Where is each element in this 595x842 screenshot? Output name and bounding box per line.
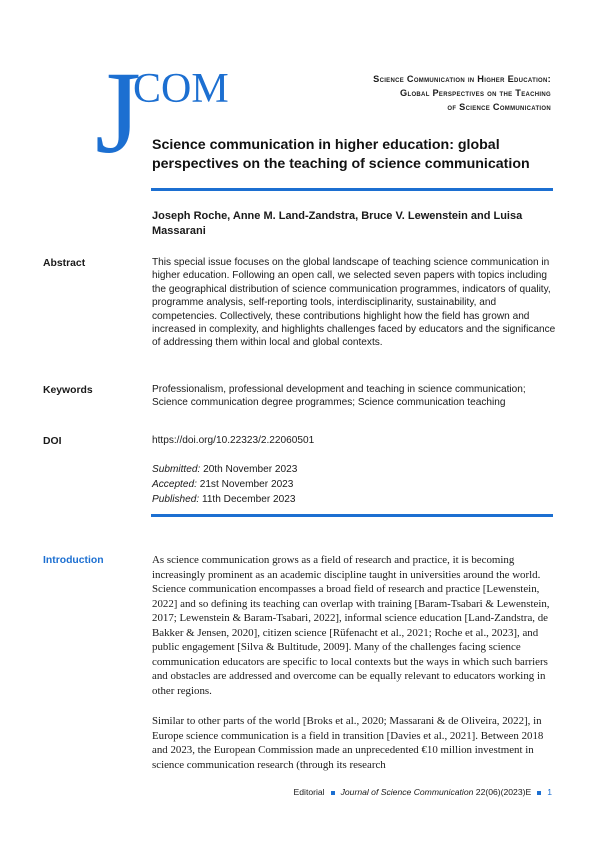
introduction-heading: Introduction bbox=[43, 555, 104, 566]
footer-section: Editorial bbox=[293, 787, 325, 797]
logo-letters-com: COM bbox=[133, 66, 229, 112]
page-number: 1 bbox=[547, 787, 552, 797]
published-date: Published: 11th December 2023 bbox=[152, 494, 296, 505]
introduction-paragraph-1: As science communication grows as a field of research and practice, it is becoming increasingly prominent as an academic discipline taught in universities around the world. Science communication encompasses a broad field of research and practice [Lewenstein, 2022] and so defining its teaching can overlap with training [Baram-Tsabari & Lewenstein, 2017; Lewenstein & Baram-Tsabari, 2022], informal science education [Land-Zandstra, de Bakker & Jensen, 2020], citizen science [Rüfenacht et al., 2021; Roche et al., 2023], and public engagement [Silva & Bultitude, 2009]. Many of the challenges facing science communication educators are specific to local contexts but the ways in which such barriers and obstacles are addressed and overcome can be equally relevant to educators working in other regions. bbox=[152, 554, 550, 697]
doi-label: DOI bbox=[43, 436, 62, 447]
footer-separator-icon bbox=[331, 791, 335, 795]
footer-citation: 22(06)(2023)E bbox=[475, 787, 532, 797]
submitted-date: Submitted: 20th November 2023 bbox=[152, 464, 298, 475]
introduction-paragraph-2: Similar to other parts of the world [Broks et al., 2020; Massarani & de Oliveira, 2022], in Europe science communication is a field in transition [Davies et al., 2021]. Between 2018 and 2023, the European Commission made an unprecedented €10 million investment in science communication research (through its research bbox=[152, 715, 544, 771]
page-footer bbox=[294, 787, 552, 797]
publication-dates bbox=[152, 462, 297, 507]
special-issue-series-title bbox=[261, 72, 551, 114]
footer-journal: Journal of Science Communication bbox=[340, 787, 474, 797]
accepted-date: Accepted: 21st November 2023 bbox=[152, 479, 294, 490]
abstract-text: This special issue focuses on the global landscape of teaching science communication in higher education. Following an open call, we selected seven papers with topics including the geographical distribution of science communication programmes, indicators of quality, programme analysis, self-reporting tools, interdisciplinarity, sustainability, and competencies. Collectively, these contributions highlight how the field has grown and increased in complexity, and highlights challenges faced by educators and the significance of addressing them within local and global contexts. bbox=[152, 257, 556, 349]
header-bottom-divider bbox=[151, 514, 553, 517]
abstract-label: Abstract bbox=[43, 258, 86, 269]
keywords-label: Keywords bbox=[43, 385, 93, 396]
title-divider bbox=[151, 188, 553, 191]
author-list: Joseph Roche, Anne M. Land-Zandstra, Bruce V. Lewenstein and Luisa Massarani bbox=[152, 210, 523, 237]
series-line-1: Science Communication in Higher Education: bbox=[373, 74, 551, 84]
series-line-3: of Science Communication bbox=[447, 102, 551, 112]
series-line-2: Global Perspectives on the Teaching bbox=[400, 88, 551, 98]
article-title: Science communication in higher education: global perspectives on the teaching of science communication bbox=[152, 137, 530, 172]
doi-link[interactable]: https://doi.org/10.22323/2.22060501 bbox=[152, 435, 315, 446]
keywords-text: Professionalism, professional development and teaching in science communication; Science communication degree programmes; Science communication teaching bbox=[152, 384, 526, 409]
footer-separator-icon bbox=[537, 791, 541, 795]
logo-letter-j: J bbox=[95, 47, 141, 178]
